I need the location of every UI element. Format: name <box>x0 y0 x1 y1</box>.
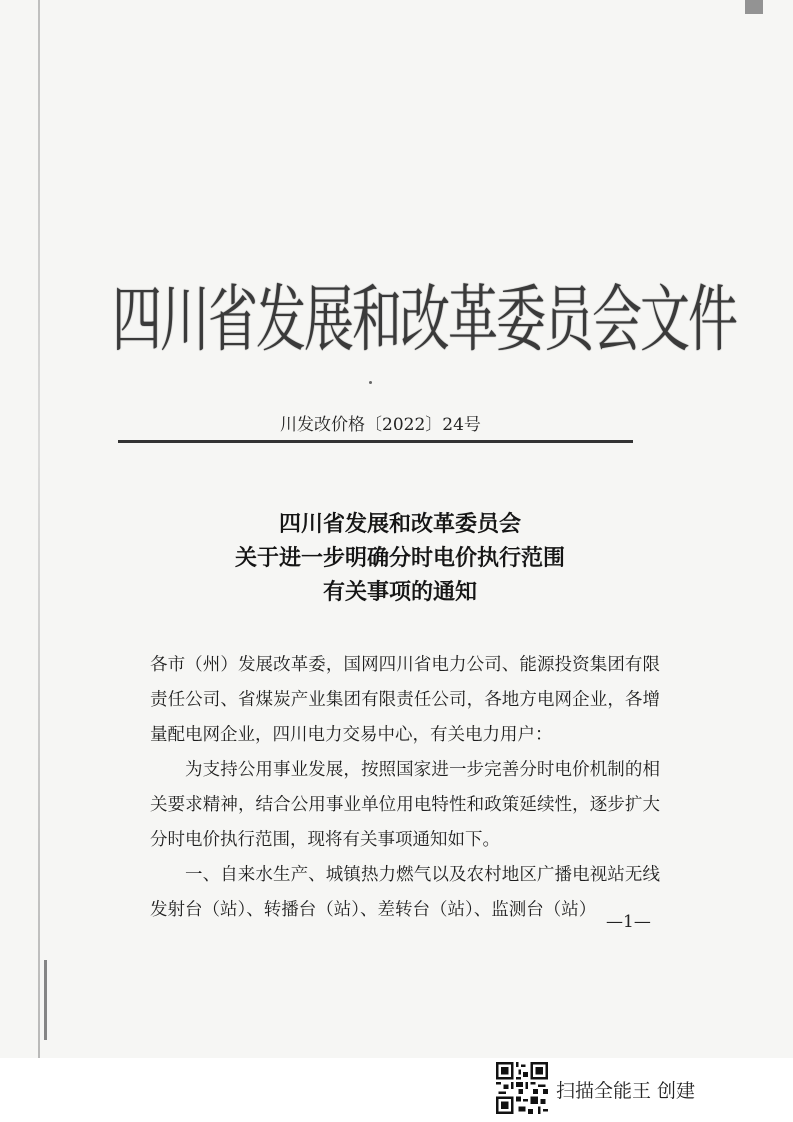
intro-paragraph: 为支持公用事业发展，按照国家进一步完善分时电价机制的相关要求精神，结合公用事业单位用电特性和政策延续性，逐步扩大分时电价执行范围，现将有关事项通知如下。 <box>150 760 660 850</box>
scan-edge-mark <box>44 960 47 1040</box>
document-body <box>150 648 660 928</box>
scanner-watermark-text: 扫描全能王 创建 <box>556 1080 696 1102</box>
scan-edge-left <box>38 0 40 1122</box>
title-line-2: 关于进一步明确分时电价执行范围 <box>234 546 565 571</box>
scan-edge-right <box>745 0 763 14</box>
clause-one-paragraph: 一、自来水生产、城镇热力燃气以及农村地区广播电视站无线发射台（站）、转播台（站）、差转台（站）、监测台（站） <box>150 865 660 920</box>
qr-code-icon <box>496 1062 548 1114</box>
title-line-3: 有关事项的通知 <box>322 580 477 605</box>
issuer-header: 四川省发展和改革委员会文件 <box>112 277 736 363</box>
document-title <box>150 508 650 610</box>
document-number: 川发改价格〔2022〕24号 <box>280 415 481 435</box>
page-number: —1— <box>606 912 651 932</box>
header-divider <box>118 440 633 443</box>
title-line-1: 四川省发展和改革委员会 <box>278 512 521 537</box>
addressees-paragraph: 各市（州）发展改革委，国网四川省电力公司、能源投资集团有限责任公司、省煤炭产业集团有限责任公司，各地方电网企业，各增量配电网企业，四川电力交易中心，有关电力用户： <box>150 655 660 745</box>
scan-speck <box>369 381 372 384</box>
scanner-footer <box>0 1058 793 1122</box>
